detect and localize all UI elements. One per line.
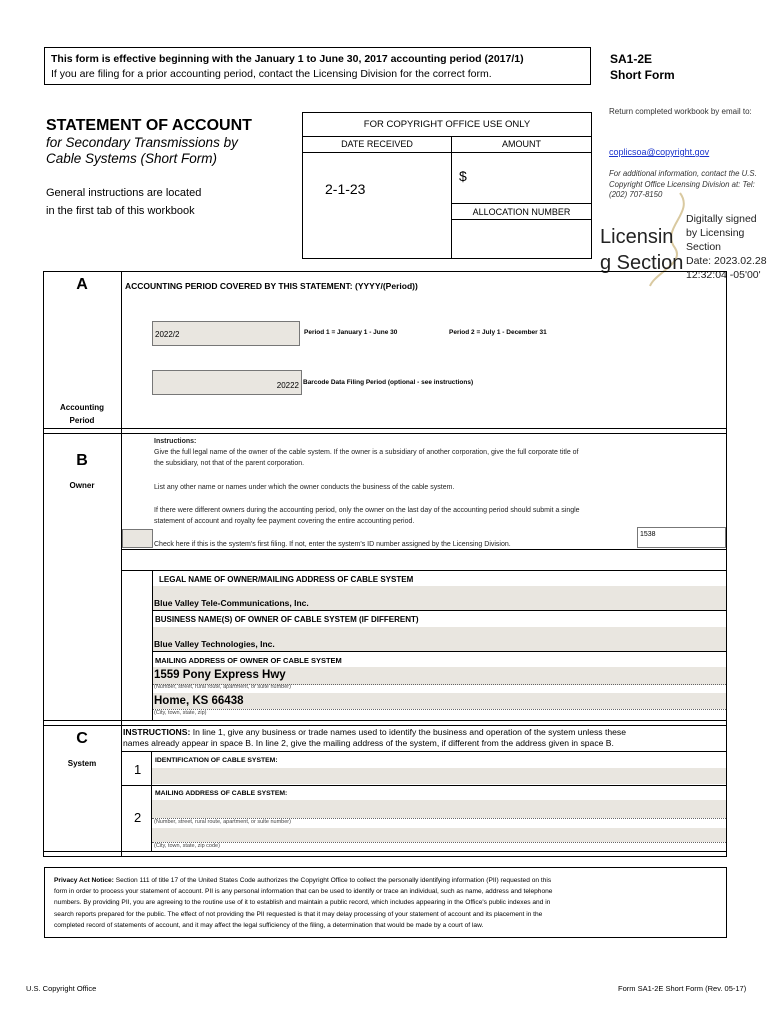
- office-divider: [451, 137, 452, 259]
- section-c-instructions: [123, 727, 626, 749]
- privacy-line-5: completed record of statements of account, and it may affect the legal sufficiency of the filing, a determination that would be made by a court of law.: [54, 921, 484, 929]
- date-received-value: 2-1-23: [325, 181, 366, 197]
- section-b-letter: B: [76, 452, 88, 469]
- period-2-note: Period 2 = July 1 - December 31: [449, 329, 547, 336]
- signature-line-2: by Licensing: [686, 227, 745, 239]
- street-input[interactable]: 1559 Pony Express Hwy: [154, 669, 286, 681]
- system-mailing-label: MAILING ADDRESS OF CABLE SYSTEM:: [155, 790, 288, 797]
- section-c-inst-bold: INSTRUCTIONS:: [123, 727, 191, 737]
- page-subtitle: [46, 135, 238, 167]
- privacy-line-1: Section 111 of title 17 of the United States Code authorizes the Copyright Office to collect the personally identifying information (PII) requested on this: [113, 877, 552, 884]
- office-use-box: [302, 112, 592, 259]
- barcode-label: Barcode Data Filing Period (optional - see instructions): [303, 379, 474, 386]
- business-name-label: BUSINESS NAME(S) OF OWNER OF CABLE SYSTEM (IF DIFFERENT): [155, 615, 419, 624]
- city-input[interactable]: Home, KS 66438: [154, 695, 244, 707]
- signature-line-3: Section: [686, 241, 722, 253]
- business-name-input[interactable]: Blue Valley Technologies, Inc.: [154, 639, 275, 649]
- form-type: Short Form: [610, 68, 675, 82]
- footer-right: Form SA1-2E Short Form (Rev. 05-17): [618, 984, 747, 993]
- notice-line-2: If you are filing for a prior accounting period, contact the Licensing Division for the correct form.: [51, 68, 492, 80]
- divider-c-end: [43, 851, 727, 852]
- section-b-inst-1: Give the full legal name of the owner of the cable system. If the owner is a subsidiary of another corporation, give the full corporate title of: [154, 449, 579, 456]
- system-city-input[interactable]: [152, 828, 726, 842]
- privacy-line-2: form in order to process your statement of account. PII is any personal information that can be used to identify or trace an individual, such as name, address and telephone: [54, 888, 553, 896]
- divider-b-c: [43, 720, 727, 721]
- general-instructions-line-2: in the first tab of this workbook: [46, 205, 195, 217]
- privacy-act-notice: [44, 867, 727, 938]
- barcode-period-input[interactable]: 20222: [152, 370, 302, 395]
- notice-line-1: This form is effective beginning with the January 1 to June 30, 2017 accounting period (2017/1): [51, 53, 524, 65]
- signature-name-line-2: g Section: [600, 252, 684, 274]
- city-dotline: [153, 709, 726, 710]
- section-b-inst-3b: statement of account and royalty fee payment covering the entire accounting period.: [154, 518, 415, 525]
- form-code: SA1-2E: [610, 52, 653, 66]
- divider-c-1: [121, 751, 727, 752]
- privacy-line-3: numbers. By providing PII, you are agreeing to the routine use of it to establish and maintain a public record, which includes appearing in the Office's public indexes and in: [54, 899, 551, 907]
- section-b-label: Owner: [69, 481, 95, 490]
- street-hint: (Number, street, rural route, apartment, or suite number): [154, 684, 291, 690]
- signature-line-1: Digitally signed: [686, 213, 757, 225]
- divider-b-1: [121, 549, 727, 550]
- date-received-label: DATE RECEIVED: [303, 137, 451, 153]
- identification-input[interactable]: [152, 768, 726, 784]
- section-b-inst-4: Check here if this is the system's first filing. If not, enter the system's ID number assigned by the Licensing Division.: [154, 541, 511, 548]
- row-1-number: 1: [134, 762, 142, 777]
- divider-b-4: [152, 651, 727, 652]
- signature-name-line-1: Licensin: [600, 226, 674, 248]
- general-instructions-line-1: General instructions are located: [46, 187, 202, 199]
- row-2-number: 2: [134, 810, 142, 825]
- section-a-letter: A: [76, 276, 88, 293]
- mailing-address-label: MAILING ADDRESS OF OWNER OF CABLE SYSTEM: [155, 656, 342, 665]
- section-b-inst-3: If there were different owners during the accounting period, only the owner on the last day of the accounting period should submit a single: [154, 507, 580, 514]
- section-c-letter: C: [76, 730, 88, 747]
- divider-a-b-2: [43, 433, 727, 434]
- divider-b-c-2: [43, 725, 727, 726]
- system-id-input[interactable]: 1538: [637, 527, 726, 548]
- divider-b-3: [152, 610, 727, 611]
- system-street-input[interactable]: [152, 800, 726, 818]
- divider-b-2: [121, 570, 727, 571]
- effective-notice: [44, 47, 591, 85]
- page-title: STATEMENT OF ACCOUNT: [46, 117, 252, 134]
- first-filing-checkbox[interactable]: [122, 529, 153, 548]
- legal-name-input[interactable]: Blue Valley Tele-Communications, Inc.: [154, 598, 309, 608]
- section-a-label: [43, 401, 121, 427]
- section-c-label: System: [67, 759, 97, 768]
- city-hint: (City, town, state, zip): [154, 710, 207, 716]
- section-a-label-1: Accounting: [60, 403, 104, 412]
- footer-left: U.S. Copyright Office: [26, 984, 97, 993]
- system-street-hint: (Number, street, rural route, apartment, or suite number): [154, 819, 291, 825]
- divider-a-b: [43, 428, 727, 429]
- contact-info: For additional information, contact the U.S. Copyright Office Licensing Division at: Tel: (202) 707-8150: [609, 169, 757, 199]
- email-link[interactable]: coplicsoa@copyright.gov: [609, 147, 710, 157]
- system-city-dotline: [152, 842, 726, 843]
- signature-line-5: 12:32:04 -05'00': [686, 269, 761, 281]
- section-a-heading: ACCOUNTING PERIOD COVERED BY THIS STATEMENT: (YYYY/(Period)): [125, 281, 418, 291]
- identification-label: IDENTIFICATION OF CABLE SYSTEM:: [155, 757, 278, 764]
- section-b-inst-2: List any other name or names under which the owner conducts the business of the cable system.: [154, 484, 455, 491]
- signature-line-4: Date: 2023.02.28: [686, 255, 767, 267]
- section-b-inst-1b: the subsidiary, not that of the parent corporation.: [154, 460, 305, 467]
- form-id: [610, 51, 675, 83]
- system-city-hint: (City, town, state, zip code): [154, 843, 220, 849]
- office-use-header: FOR COPYRIGHT OFFICE USE ONLY: [303, 113, 591, 137]
- privacy-line-4: search reports prepared for the public. The effect of not providing the PII requested is that it may delay processing of your statement of account and its placement in the: [54, 910, 543, 918]
- section-c-inst-line-2: names already appear in space B. In line 2, give the mailing address of the system, if different from the address given in space B.: [123, 738, 614, 748]
- section-a-label-2: Period: [69, 416, 95, 425]
- left-column-divider: [121, 271, 122, 857]
- general-instructions: [46, 184, 201, 220]
- amount-dollar-sign: $: [459, 168, 467, 184]
- subtitle-line-1: for Secondary Transmissions by: [46, 135, 238, 150]
- section-b-instructions-title: Instructions:: [154, 438, 197, 445]
- legal-name-label: LEGAL NAME OF OWNER/MAILING ADDRESS OF CABLE SYSTEM: [159, 575, 414, 584]
- period-1-note: Period 1 = January 1 - June 30: [304, 329, 398, 336]
- accounting-period-input[interactable]: 2022/2: [152, 321, 300, 346]
- signature-name: [600, 224, 683, 276]
- privacy-title: Privacy Act Notice:: [54, 877, 114, 884]
- section-c-inst-line-1: In line 1, give any business or trade names used to identify the business and operation of the system unless these: [190, 727, 627, 737]
- divider-c-2: [121, 785, 727, 786]
- subtitle-line-2: Cable Systems (Short Form): [46, 151, 218, 166]
- return-instructions: Return completed workbook by email to:: [609, 107, 752, 116]
- amount-label: AMOUNT: [451, 137, 592, 153]
- allocation-number-label: ALLOCATION NUMBER: [451, 203, 592, 220]
